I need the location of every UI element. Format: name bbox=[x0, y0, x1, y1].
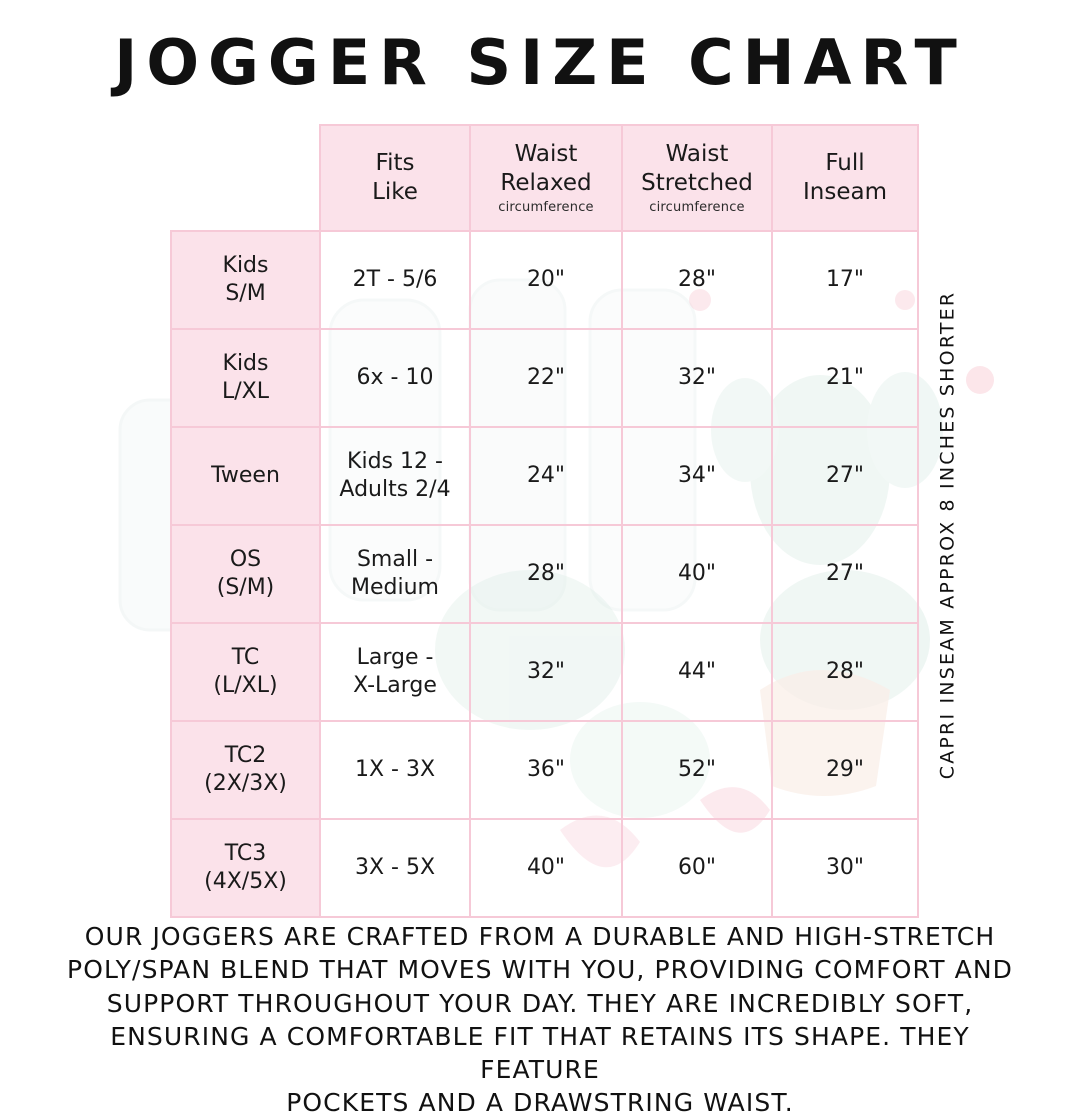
cell-waist-stretched: 32" bbox=[622, 329, 772, 427]
table-row bbox=[171, 525, 918, 623]
size-line-2: L/XL bbox=[222, 379, 269, 404]
size-line-1: TC2 bbox=[224, 742, 267, 768]
cell-waist-stretched: 34" bbox=[622, 427, 772, 525]
fits-line-1: 6x - 10 bbox=[356, 364, 434, 390]
footer-line-3: SUPPORT THROUGHOUT YOUR DAY. THEY ARE INCREDIBLY SOFT, bbox=[106, 988, 974, 1018]
cell-waist-stretched: 44" bbox=[622, 623, 772, 721]
table-body bbox=[171, 231, 918, 917]
size-chart-table-wrapper bbox=[170, 124, 908, 918]
cell-waist-stretched: 52" bbox=[622, 721, 772, 819]
footer-description bbox=[50, 920, 1030, 1120]
cell-full-inseam: 27" bbox=[772, 525, 918, 623]
cell-fits-like bbox=[320, 525, 470, 623]
footer-line-4: ENSURING A COMFORTABLE FIT THAT RETAINS ITS SHAPE. THEY FEATURE bbox=[110, 1021, 970, 1084]
cell-waist-relaxed: 28" bbox=[470, 525, 622, 623]
page-title: JOGGER SIZE CHART bbox=[114, 26, 966, 99]
fits-line-1: Large - bbox=[356, 644, 434, 670]
table-corner-cell bbox=[171, 125, 320, 231]
column-header-fits-like bbox=[320, 125, 470, 231]
cell-waist-relaxed: 20" bbox=[470, 231, 622, 329]
capri-inseam-note bbox=[925, 245, 969, 825]
table-row bbox=[171, 721, 918, 819]
row-size-label bbox=[171, 231, 320, 329]
cell-full-inseam: 28" bbox=[772, 623, 918, 721]
header-line-2: Inseam bbox=[803, 179, 887, 205]
header-line-1: Fits bbox=[375, 150, 415, 177]
cell-waist-relaxed: 40" bbox=[470, 819, 622, 917]
fits-line-2: X-Large bbox=[353, 673, 437, 698]
cell-fits-like bbox=[320, 819, 470, 917]
cell-full-inseam: 21" bbox=[772, 329, 918, 427]
table-row bbox=[171, 329, 918, 427]
size-line-1: OS bbox=[229, 546, 262, 572]
fits-line-2: Adults 2/4 bbox=[339, 477, 451, 502]
cell-full-inseam: 27" bbox=[772, 427, 918, 525]
cell-fits-like bbox=[320, 329, 470, 427]
table-header bbox=[171, 125, 918, 231]
size-line-2: (L/XL) bbox=[213, 673, 278, 698]
footer-line-5: POCKETS AND A DRAWSTRING WAIST. bbox=[286, 1088, 794, 1118]
fits-line-1: Kids 12 - bbox=[347, 448, 443, 474]
cell-fits-like bbox=[320, 721, 470, 819]
cell-waist-relaxed: 24" bbox=[470, 427, 622, 525]
column-header-full-inseam bbox=[772, 125, 918, 231]
fits-line-1: 1X - 3X bbox=[354, 756, 436, 782]
size-line-1: TC3 bbox=[224, 840, 267, 866]
header-line-1: Waist bbox=[514, 141, 578, 168]
table-row bbox=[171, 231, 918, 329]
table-row bbox=[171, 819, 918, 917]
size-line-1: Kids bbox=[222, 252, 269, 278]
table-row bbox=[171, 427, 918, 525]
size-line-2: (S/M) bbox=[216, 575, 275, 600]
cell-full-inseam: 17" bbox=[772, 231, 918, 329]
footer-line-2: POLY/SPAN BLEND THAT MOVES WITH YOU, PROVIDING COMFORT AND bbox=[67, 955, 1013, 985]
fits-line-1: Small - bbox=[356, 546, 434, 572]
size-line-2: S/M bbox=[225, 281, 266, 306]
cell-full-inseam: 29" bbox=[772, 721, 918, 819]
row-size-label bbox=[171, 819, 320, 917]
row-size-label bbox=[171, 721, 320, 819]
size-line-2: (2X/3X) bbox=[204, 771, 287, 796]
cell-fits-like bbox=[320, 623, 470, 721]
cell-waist-relaxed: 32" bbox=[470, 623, 622, 721]
cell-waist-stretched: 60" bbox=[622, 819, 772, 917]
size-line-1: TC bbox=[231, 644, 260, 670]
cell-full-inseam: 30" bbox=[772, 819, 918, 917]
cell-waist-relaxed: 22" bbox=[470, 329, 622, 427]
cell-waist-stretched: 40" bbox=[622, 525, 772, 623]
row-size-label bbox=[171, 623, 320, 721]
cell-waist-stretched: 28" bbox=[622, 231, 772, 329]
row-size-label bbox=[171, 329, 320, 427]
header-line-2: Relaxed bbox=[500, 169, 592, 196]
header-line-1: Full bbox=[825, 150, 865, 177]
table-header-row bbox=[171, 125, 918, 231]
size-chart-table bbox=[170, 124, 919, 918]
table-row bbox=[171, 623, 918, 721]
row-size-label bbox=[171, 427, 320, 525]
header-line-1: Waist bbox=[665, 141, 729, 168]
header-line-2: Stretched bbox=[641, 169, 753, 196]
size-line-1: Kids bbox=[222, 350, 269, 376]
cell-fits-like bbox=[320, 427, 470, 525]
footer-line-1: OUR JOGGERS ARE CRAFTED FROM A DURABLE AND HIGH-STRETCH bbox=[84, 922, 996, 951]
fits-line-2: Medium bbox=[351, 575, 439, 600]
column-header-waist-relaxed bbox=[470, 125, 622, 231]
fits-line-1: 3X - 5X bbox=[354, 854, 436, 880]
cell-waist-relaxed: 36" bbox=[470, 721, 622, 819]
size-line-2: (4X/5X) bbox=[204, 869, 287, 894]
cell-fits-like bbox=[320, 231, 470, 329]
header-subtext: circumference bbox=[498, 199, 594, 215]
column-header-waist-stretched bbox=[622, 125, 772, 231]
row-size-label bbox=[171, 525, 320, 623]
size-line-1: Tween bbox=[211, 462, 280, 488]
capri-inseam-note-text: CAPRI INSEAM APPROX 8 INCHES SHORTER bbox=[936, 290, 958, 780]
header-line-2: Like bbox=[372, 179, 418, 205]
header-subtext: circumference bbox=[649, 199, 745, 215]
fits-line-1: 2T - 5/6 bbox=[352, 266, 438, 292]
